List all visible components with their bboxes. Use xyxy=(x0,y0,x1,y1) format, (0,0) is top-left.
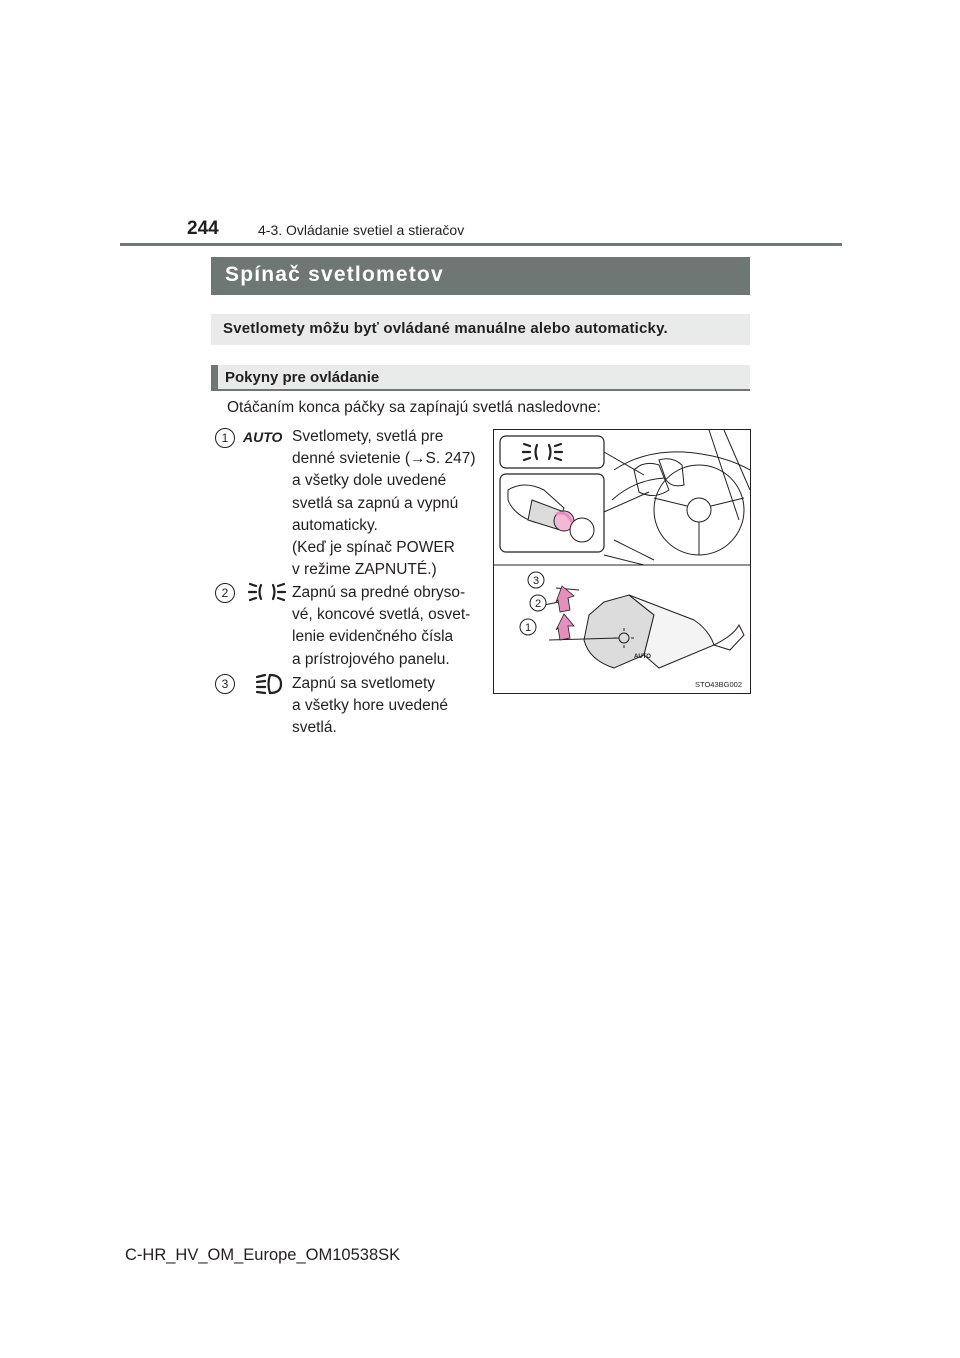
subsection-accent xyxy=(211,365,218,389)
item-1-text xyxy=(292,426,487,581)
subsection-title: Pokyny pre ovládanie xyxy=(225,369,380,386)
item-3-text xyxy=(292,673,487,740)
item-number-2: 2 xyxy=(215,583,235,603)
summary-text: Svetlomety môžu byť ovládané manuálne alebo automaticky. xyxy=(223,320,668,337)
item-2-text xyxy=(292,582,487,671)
item-2-line: lenie evidenčného čísla xyxy=(292,628,454,646)
subsection-divider xyxy=(211,389,750,391)
item-number-3: 3 xyxy=(215,674,235,694)
callout-1: 1 xyxy=(524,622,532,634)
summary-box xyxy=(211,314,750,345)
item-2-line: a prístrojového panelu. xyxy=(292,650,450,668)
switch-illustration xyxy=(494,430,750,693)
chapter-title: 4-3. Ovládanie svetiel a stieračov xyxy=(258,222,465,238)
item-2-line: vé, koncové svetlá, osvet- xyxy=(292,606,471,624)
callout-2: 2 xyxy=(534,598,542,610)
item-1-line: automaticky. xyxy=(292,516,378,534)
item-1-line: a všetky dole uvedené xyxy=(292,472,447,490)
figure-code: STO43BG002 xyxy=(695,680,742,689)
subsection-header xyxy=(211,365,750,389)
side-lights-icon xyxy=(248,580,286,604)
item-3-line: a všetky hore uvedené xyxy=(292,697,448,715)
stalk-auto-mark: AUTO xyxy=(634,654,651,660)
footer-doc-id: C-HR_HV_OM_Europe_OM10538SK xyxy=(125,1246,401,1264)
item-3-line: Zapnú sa svetlomety xyxy=(292,675,436,692)
headlight-icon xyxy=(255,672,283,696)
item-3-line: svetlá. xyxy=(292,719,337,737)
item-1-line: denné svietenie (→S. 247) xyxy=(292,450,476,468)
item-1-line: svetlá sa zapnú a vypnú xyxy=(292,494,459,512)
item-1-line: (Keď je spínač POWER xyxy=(292,539,455,557)
item-1-line: v režime ZAPNUTÉ.) xyxy=(292,561,437,579)
intro-text: Otáčaním konca páčky sa zapínajú svetlá nasledovne: xyxy=(227,399,601,416)
item-2-line: Zapnú sa predné obryso- xyxy=(292,584,466,601)
item-1-line: Svetlomety, svetlá pre xyxy=(292,428,444,445)
headlight-switch-figure xyxy=(493,429,751,694)
page-number: 244 xyxy=(187,218,219,239)
item-number-1: 1 xyxy=(215,428,235,448)
section-title: Spínač svetlometov xyxy=(225,263,444,286)
auto-symbol: AUTO xyxy=(243,429,283,445)
callout-3: 3 xyxy=(532,575,540,587)
header-divider xyxy=(120,243,842,246)
section-title-bar xyxy=(211,257,750,295)
